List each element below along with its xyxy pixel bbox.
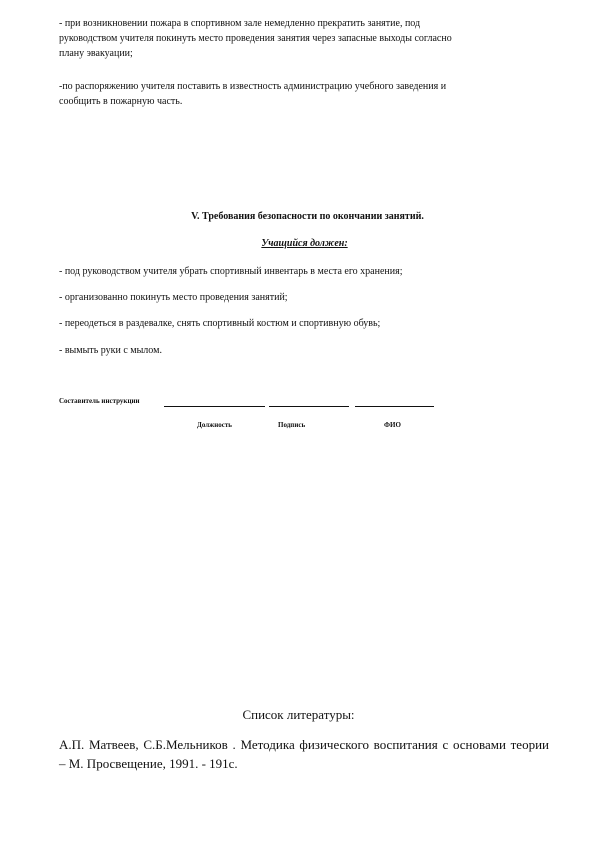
signature-label: Составитель инструкции <box>59 397 140 405</box>
list-item: - переодеться в раздевалке, снять спортивный костюм и спортивную обувь; <box>59 318 381 329</box>
list-item: - вымыть руки с мылом. <box>59 345 162 356</box>
signature-caption-signature: Подпись <box>278 421 306 429</box>
reference-line: А.П. Матвеев, С.Б.Мельников . Методика физического воспитания с основами теории <box>59 737 549 752</box>
position-signature-line <box>164 406 265 407</box>
signature-line <box>269 406 349 407</box>
section-subtitle: Учащийся должен: <box>261 238 348 249</box>
literature-title: Список литературы: <box>242 707 355 722</box>
list-item: - организованно покинуть место проведения занятий; <box>59 292 288 303</box>
section-title: V. Требования безопасности по окончании занятий. <box>191 211 424 222</box>
signature-caption-name: ФИО <box>384 421 401 429</box>
name-signature-line <box>355 406 434 407</box>
reference-line: – М. Просвещение, 1991. - 191с. <box>59 756 238 771</box>
signature-caption-position: Должность <box>197 421 233 429</box>
paragraph-line: - при возникновении пожара в спортивном зале немедленно прекратить занятие, под <box>59 18 421 29</box>
paragraph-line: руководством учителя покинуть место проведения занятия через запасные выходы согласно <box>59 33 452 44</box>
paragraph-line: плану эвакуации; <box>59 48 133 59</box>
report-paragraph <box>59 79 539 109</box>
paragraph-line: сообщить в пожарную часть. <box>59 96 183 107</box>
paragraph-line: -по распоряжению учителя поставить в известность администрацию учебного заведения и <box>59 81 447 92</box>
list-item: - под руководством учителя убрать спортивный инвентарь в места его хранения; <box>59 266 403 277</box>
literature-reference <box>59 735 549 773</box>
fire-evacuation-paragraph <box>59 16 539 61</box>
